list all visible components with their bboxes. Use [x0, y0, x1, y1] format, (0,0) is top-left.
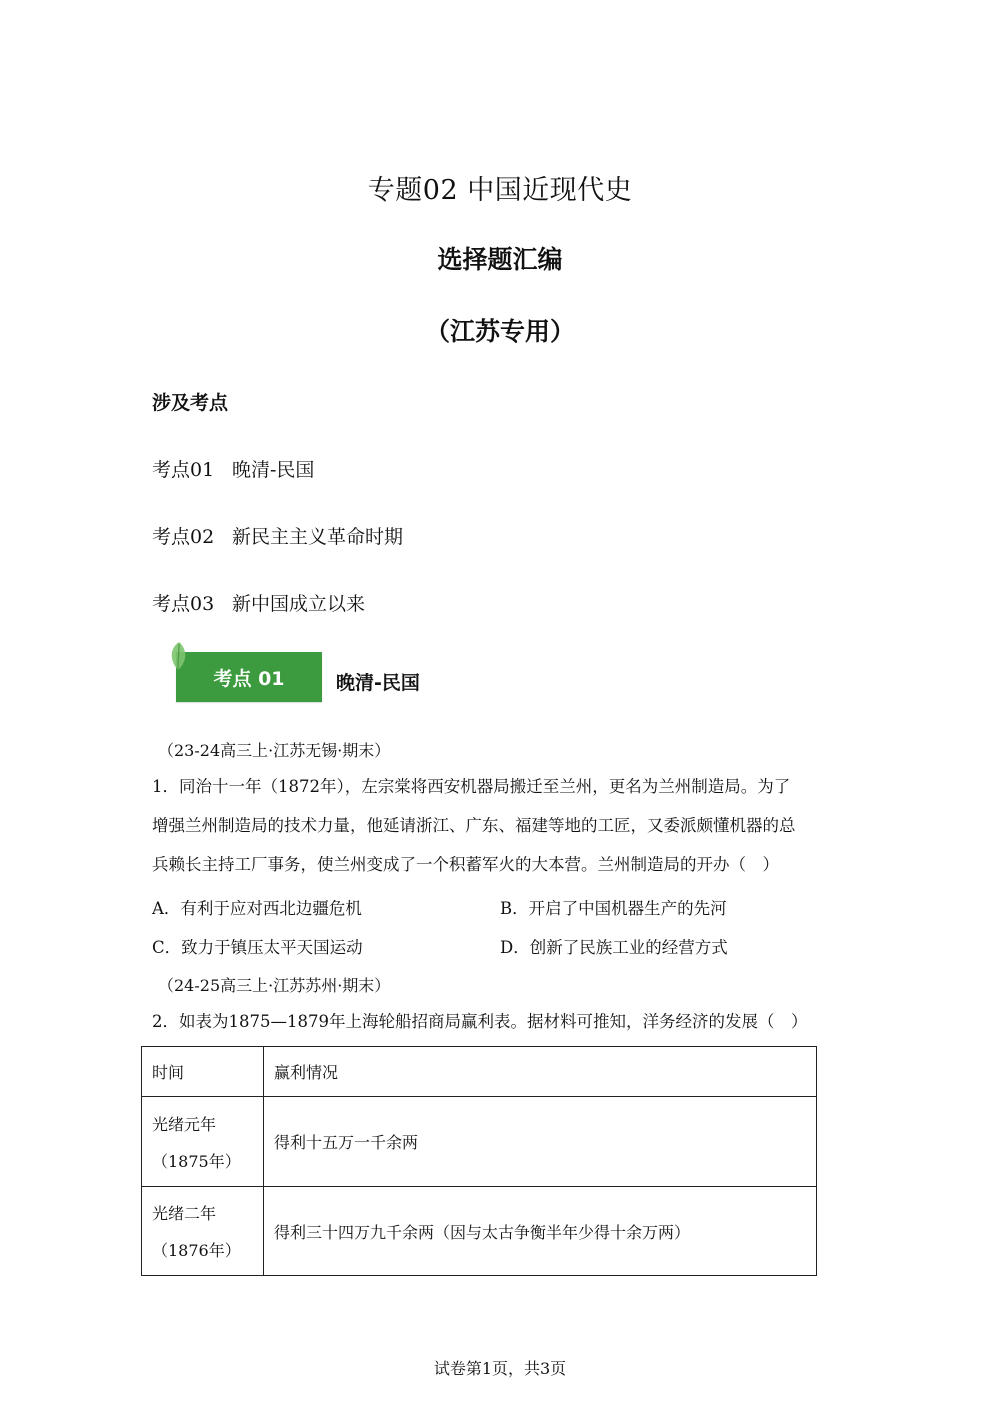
time-line: 光绪二年 [152, 1204, 217, 1223]
profit-table [141, 1046, 817, 1276]
table-row [142, 1097, 817, 1187]
topic-code: 考点01 [152, 459, 215, 481]
q2-stem: 2．如表为1875—1879年上海轮船招商局赢利表。据材料可推知，洋务经济的发展（ ） [152, 1012, 808, 1031]
table-header-cell: 时间 [142, 1047, 264, 1097]
q1-option-b: B．开启了中国机器生产的先河 [500, 899, 727, 918]
topics-heading: 涉及考点 [152, 392, 229, 414]
document-subtitle: 选择题汇编 [437, 245, 563, 274]
topic-name: 新中国成立以来 [232, 593, 366, 615]
table-cell-profit: 得利三十四万九千余两（因与太古争衡半年少得十余万两） [264, 1187, 817, 1276]
q1-option-a: A．有利于应对西北边疆危机 [152, 899, 362, 918]
table-header-cell: 赢利情况 [264, 1047, 817, 1097]
document-title: 专题02 中国近现代史 [367, 175, 633, 206]
topic-code: 考点03 [152, 593, 215, 615]
table-cell-profit: 得利十五万一千余两 [264, 1097, 817, 1187]
q1-source: （23-24高三上·江苏无锡·期末） [158, 741, 391, 760]
q1-stem-line-1: 1．同治十一年（1872年），左宗棠将西安机器局搬迁至兰州，更名为兰州制造局。为了 [152, 777, 791, 796]
q1-stem-line-3: 兵赖长主持工厂事务，使兰州变成了一个积蓄军火的大本营。兰州制造局的开办（ ） [152, 855, 779, 874]
topic-item-3 [152, 589, 365, 616]
leaf-icon [166, 640, 192, 672]
topic-name: 新民主主义革命时期 [232, 526, 404, 548]
topic-item-2 [152, 522, 403, 549]
table-cell-time [142, 1187, 264, 1276]
section-label: 晚清-民国 [336, 672, 420, 694]
page-footer: 试卷第1页，共3页 [433, 1359, 567, 1378]
topic-code: 考点02 [152, 526, 215, 548]
table-header-row [142, 1047, 817, 1097]
q2-source: （24-25高三上·江苏苏州·期末） [158, 976, 391, 995]
table-cell-time [142, 1097, 264, 1187]
q1-stem-line-2: 增强兰州制造局的技术力量，他延请浙江、广东、福建等地的工匠，又委派颇懂机器的总 [152, 816, 796, 835]
q1-option-d: D．创新了民族工业的经营方式 [500, 938, 728, 957]
topic-name: 晚清-民国 [232, 459, 315, 481]
section-badge: 考点 01 [176, 652, 322, 702]
document-region: （江苏专用） [424, 317, 575, 346]
time-line: 光绪元年 [152, 1114, 217, 1134]
q1-option-c: C．致力于镇压太平天国运动 [152, 938, 363, 957]
table-row [142, 1187, 817, 1276]
topic-item-1 [152, 455, 314, 482]
time-line: （1876年） [152, 1241, 241, 1260]
time-line: （1875年） [152, 1151, 241, 1171]
